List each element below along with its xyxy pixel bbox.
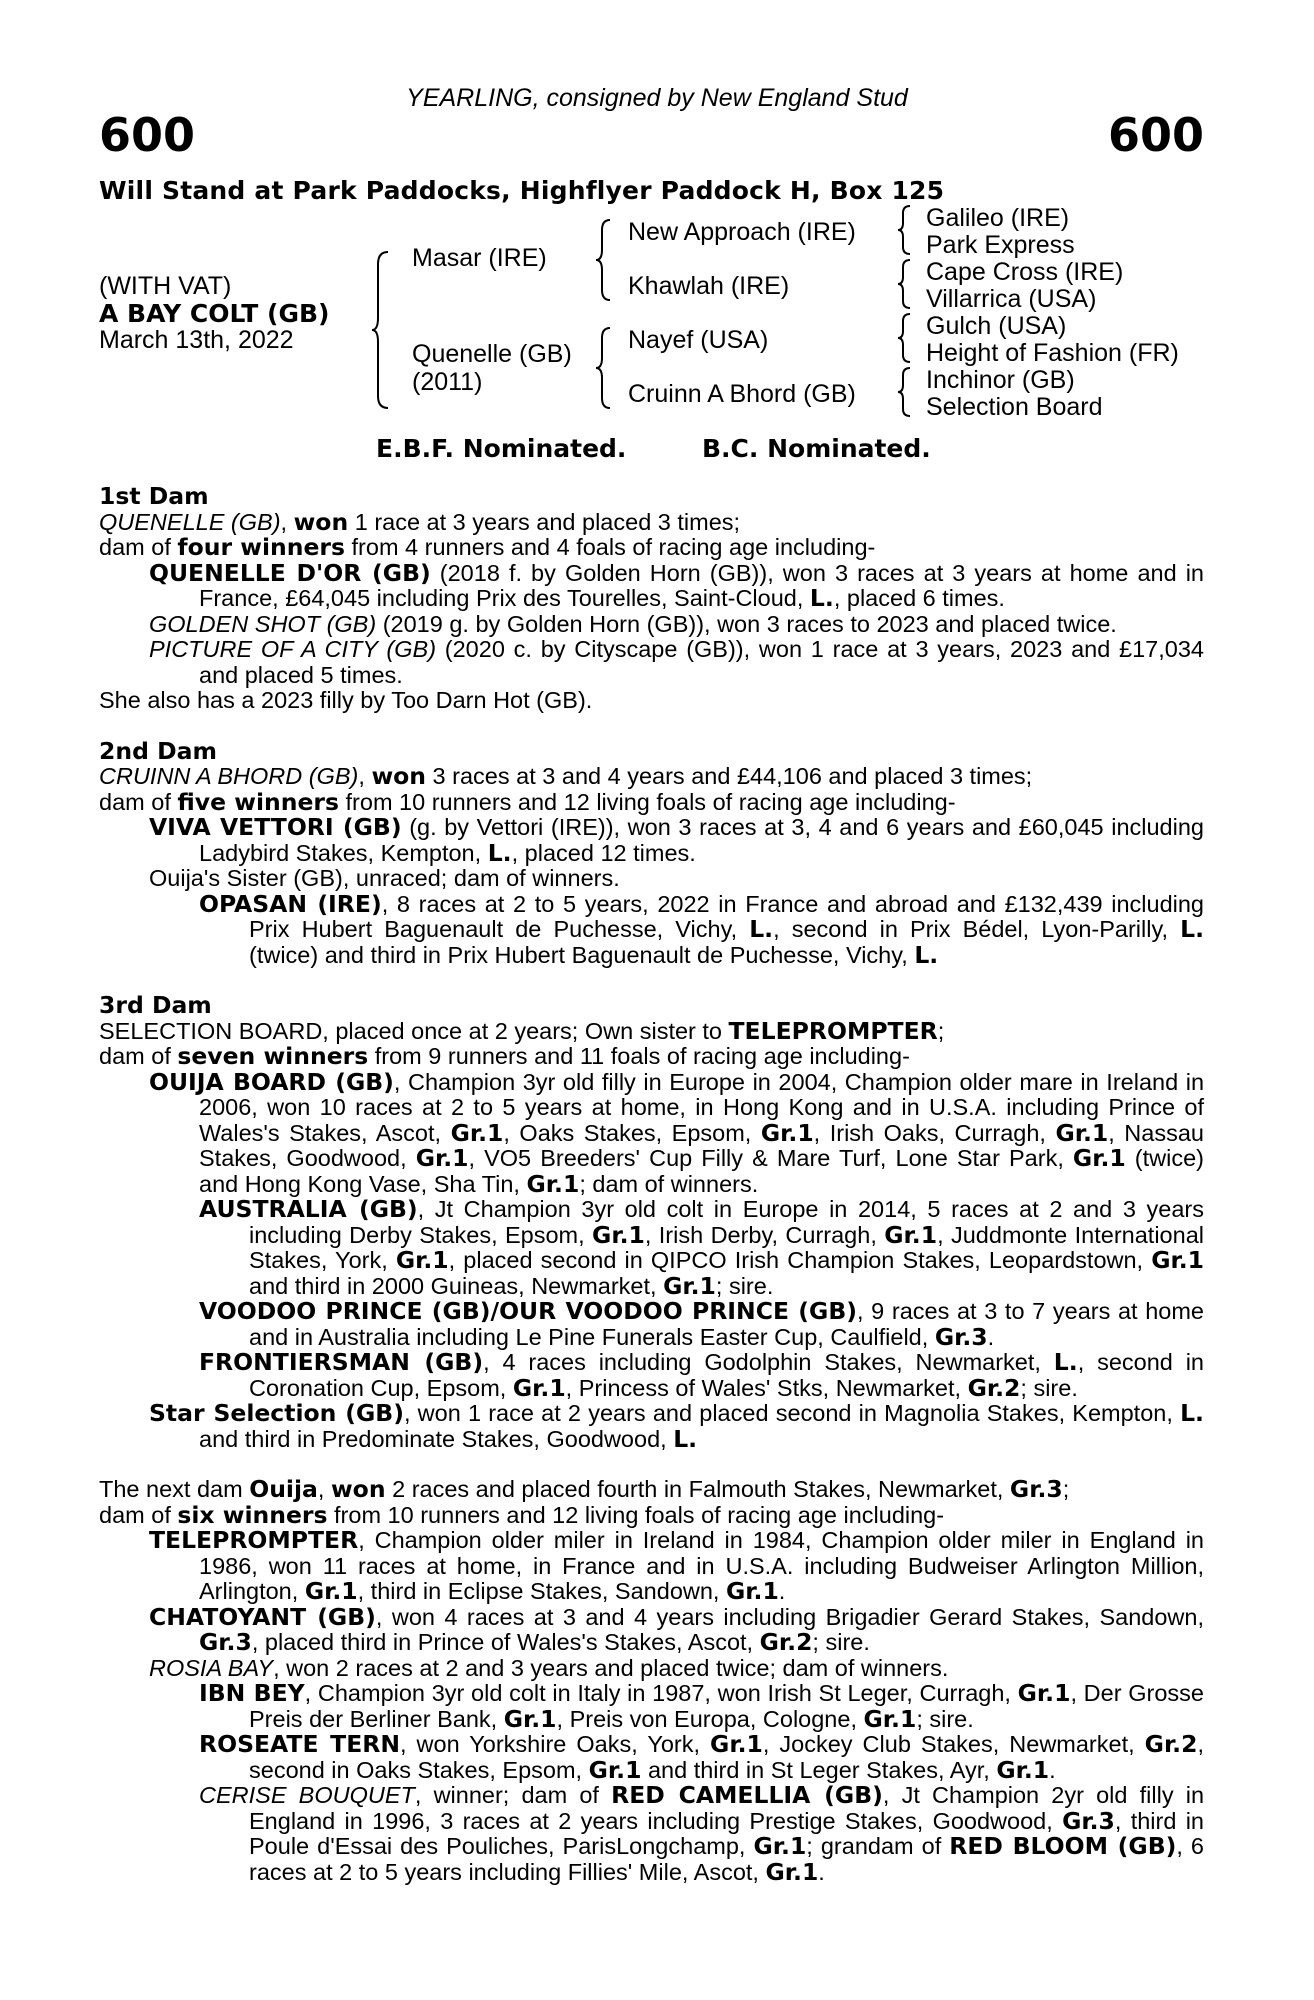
next-dam-entry-4: IBN BEY, Champion 3yr old colt in Italy in 1987, won Irish St Leger, Curragh, Gr.1, Der Grosse Preis der Berliner Bank, Gr.1, Preis von Europa, Cologne, Gr.1; sire. xyxy=(199,1679,1204,1733)
pedigree-sire: Masar (IRE) xyxy=(412,244,547,272)
second-dam-heading: 2nd Dam xyxy=(99,736,217,765)
pedigree-dam: Quenelle (GB) xyxy=(412,340,572,368)
pedigree-brace-3d xyxy=(896,366,914,418)
pedigree-sire-sire: New Approach (IRE) xyxy=(628,218,856,246)
pedigree-sire-dam: Khawlah (IRE) xyxy=(628,272,790,300)
next-dam-line-2: dam of six winners from 10 runners and 12 living foals of racing age including- xyxy=(99,1500,945,1529)
pedigree-dam-sire: Nayef (USA) xyxy=(628,326,769,354)
next-dam-entry-1: TELEPROMPTER, Champion older miler in Ireland in 1984, Champion older miler in England in 1986, won 11 races at home, in France and in U.S.A. including Budweiser Arlington Million, Arlington, Gr.1, third in Eclipse Stakes, Sandown, Gr.1. xyxy=(149,1526,1204,1605)
first-dam-entry-3: PICTURE OF A CITY (GB) (2020 c. by Cityscape (GB)), won 1 race at 3 years, 2023 and £17,034 and placed 5 times. xyxy=(149,636,1204,688)
third-dam-line-1: SELECTION BOARD, placed once at 2 years; Own sister to TELEPROMPTER; xyxy=(99,1016,945,1045)
third-dam-entry-2: AUSTRALIA (GB), Jt Champion 3yr old colt in Europe in 2014, 5 races at 2 and 3 years including Derby Stakes, Epsom, Gr.1, Irish Derby, Curragh, Gr.1, Juddmonte International Stakes, York, Gr.1, placed second in QIPCO Irish Champion Stakes, Leopardstown, Gr.1 and third in 2000 Guineas, Newmarket, Gr.1; sire. xyxy=(199,1195,1204,1300)
catalogue-subtitle: YEARLING, consigned by New England Stud xyxy=(406,84,908,112)
dam-record-body xyxy=(99,484,1204,1885)
pedigree-ddd: Selection Board xyxy=(926,393,1103,421)
next-dam-entry-2: CHATOYANT (GB), won 4 races at 3 and 4 years including Brigadier Gerard Stakes, Sandown, Gr.3, placed third in Prince of Wales's Stakes, Ascot, Gr.2; sire. xyxy=(149,1602,1204,1656)
pedigree-ssd: Park Express xyxy=(926,231,1075,259)
next-dam-entry-3: ROSIA BAY, won 2 races at 2 and 3 years and placed twice; dam of winners. xyxy=(149,1654,949,1681)
stand-location: Will Stand at Park Paddocks, Highflyer Paddock H, Box 125 xyxy=(99,176,945,205)
second-dam-entry-3: OPASAN (IRE), 8 races at 2 to 5 years, 2022 in France and abroad and £132,439 including Prix Hubert Baguenault de Puchesse, Vichy, L., second in Prix Bédel, Lyon-Parilly, L. (twice) and third in Prix Hubert Baguenault de Puchesse, Vichy, L. xyxy=(199,889,1204,969)
next-dam-entry-5: ROSEATE TERN, won Yorkshire Oaks, York, Gr.1, Jockey Club Stakes, Newmarket, Gr.2, second in Oaks Stakes, Epsom, Gr.1 and third in St Leger Stakes, Ayr, Gr.1. xyxy=(199,1730,1204,1784)
pedigree-dsd: Height of Fashion (FR) xyxy=(926,339,1179,367)
third-dam-line-2: dam of seven winners from 9 runners and 11 foals of racing age including- xyxy=(99,1042,910,1070)
third-dam-entry-5: Star Selection (GB), won 1 race at 2 years and placed second in Magnolia Stakes, Kempton, L. and third in Predominate Stakes, Goodwood, L. xyxy=(149,1399,1204,1453)
first-dam-heading: 1st Dam xyxy=(99,482,209,510)
second-dam-entry-1: VIVA VETTORI (GB) (g. by Vettori (IRE)), won 3 races at 3, 4 and 6 years and £60,045 including Ladybird Stakes, Kempton, L., placed 12 times. xyxy=(149,813,1204,867)
pedigree-sds: Cape Cross (IRE) xyxy=(926,258,1124,286)
first-dam-line-3: She also has a 2023 filly by Too Darn Hot (GB). xyxy=(99,687,593,713)
pedigree-brace-1 xyxy=(370,250,392,410)
lot-number-right: 600 xyxy=(1107,108,1204,162)
lot-number-left: 600 xyxy=(99,108,196,162)
pedigree-dss: Gulch (USA) xyxy=(926,312,1067,340)
next-dam-entry-6: CERISE BOUQUET, winner; dam of RED CAMELLIA (GB), Jt Champion 2yr old filly in England in 1996, 3 races at 2 years including Prestige Stakes, Goodwood, Gr.3, third in Poule d'Essai des Pouliches, ParisLongchamp, Gr.1; grandam of RED BLOOM (GB), 6 races at 2 to 5 years including Fillies' Mile, Ascot, Gr.1. xyxy=(199,1781,1205,1886)
pedigree-brace-2a xyxy=(594,218,614,302)
pedigree-dam-year: (2011) xyxy=(412,368,483,396)
horse-name: A BAY COLT (GB) xyxy=(99,299,330,328)
second-dam-entry-2: Ouija's Sister (GB), unraced; dam of winners. xyxy=(149,865,620,891)
pedigree-sss: Galileo (IRE) xyxy=(926,204,1070,232)
pedigree-sdd: Villarrica (USA) xyxy=(926,285,1097,313)
horse-dob: March 13th, 2022 xyxy=(99,326,294,354)
first-dam-entry-2: GOLDEN SHOT (GB) (2019 g. by Golden Horn (GB)), won 3 races to 2023 and placed twice. xyxy=(149,610,1117,637)
pedigree-brace-3c xyxy=(896,312,914,364)
second-dam-line-2: dam of five winners from 10 runners and 12 living foals of racing age including- xyxy=(99,787,956,816)
first-dam-line-1: QUENELLE (GB), won 1 race at 3 years and placed 3 times; xyxy=(99,507,741,536)
vat-note: (WITH VAT) xyxy=(99,272,232,300)
next-dam-line-1: The next dam Ouija, won 2 races and placed fourth in Falmouth Stakes, Newmarket, Gr.3; xyxy=(99,1475,1070,1503)
third-dam-entry-4: FRONTIERSMAN (GB), 4 races including Godolphin Stakes, Newmarket, L., second in Coronation Cup, Epsom, Gr.1, Princess of Wales' Stks, Newmarket, Gr.2; sire. xyxy=(199,1348,1204,1402)
pedigree-brace-2b xyxy=(594,326,614,410)
pedigree-brace-3b xyxy=(896,258,914,310)
first-dam-entry-1: QUENELLE D'OR (GB) (2018 f. by Golden Horn (GB)), won 3 races at 3 years at home and in France, £64,045 including Prix des Tourelles, Saint-Cloud, L., placed 6 times. xyxy=(149,558,1204,612)
third-dam-heading: 3rd Dam xyxy=(99,991,212,1019)
ebf-nominated: E.B.F. Nominated. xyxy=(376,434,627,463)
second-dam-line-1: CRUINN A BHORD (GB), won 3 races at 3 and 4 years and £44,106 and placed 3 times; xyxy=(99,762,1033,790)
pedigree-dds: Inchinor (GB) xyxy=(926,366,1075,394)
first-dam-line-2: dam of four winners from 4 runners and 4 foals of racing age including- xyxy=(99,533,876,561)
third-dam-entry-1: OUIJA BOARD (GB), Champion 3yr old filly in Europe in 2004, Champion older mare in Ireland in 2006, won 10 races at 2 to 5 years at home, in Hong Kong and in U.S.A. including Prince of Wales's Stakes, Ascot, Gr.1, Oaks Stakes, Epsom, Gr.1, Irish Oaks, Curragh, Gr.1, Nassau Stakes, Goodwood, Gr.1, VO5 Breeders' Cup Filly & Mare Turf, Lone Star Park, Gr.1 (twice) and Hong Kong Vase, Sha Tin, Gr.1; dam of winners. xyxy=(149,1067,1205,1198)
pedigree-brace-3a xyxy=(896,204,914,256)
bc-nominated: B.C. Nominated. xyxy=(702,434,931,463)
pedigree-dam-dam: Cruinn A Bhord (GB) xyxy=(628,380,856,408)
third-dam-entry-3: VOODOO PRINCE (GB)/OUR VOODOO PRINCE (GB), 9 races at 3 to 7 years at home and in Australia including Le Pine Funerals Easter Cup, Caulfield, Gr.3. xyxy=(199,1297,1204,1351)
